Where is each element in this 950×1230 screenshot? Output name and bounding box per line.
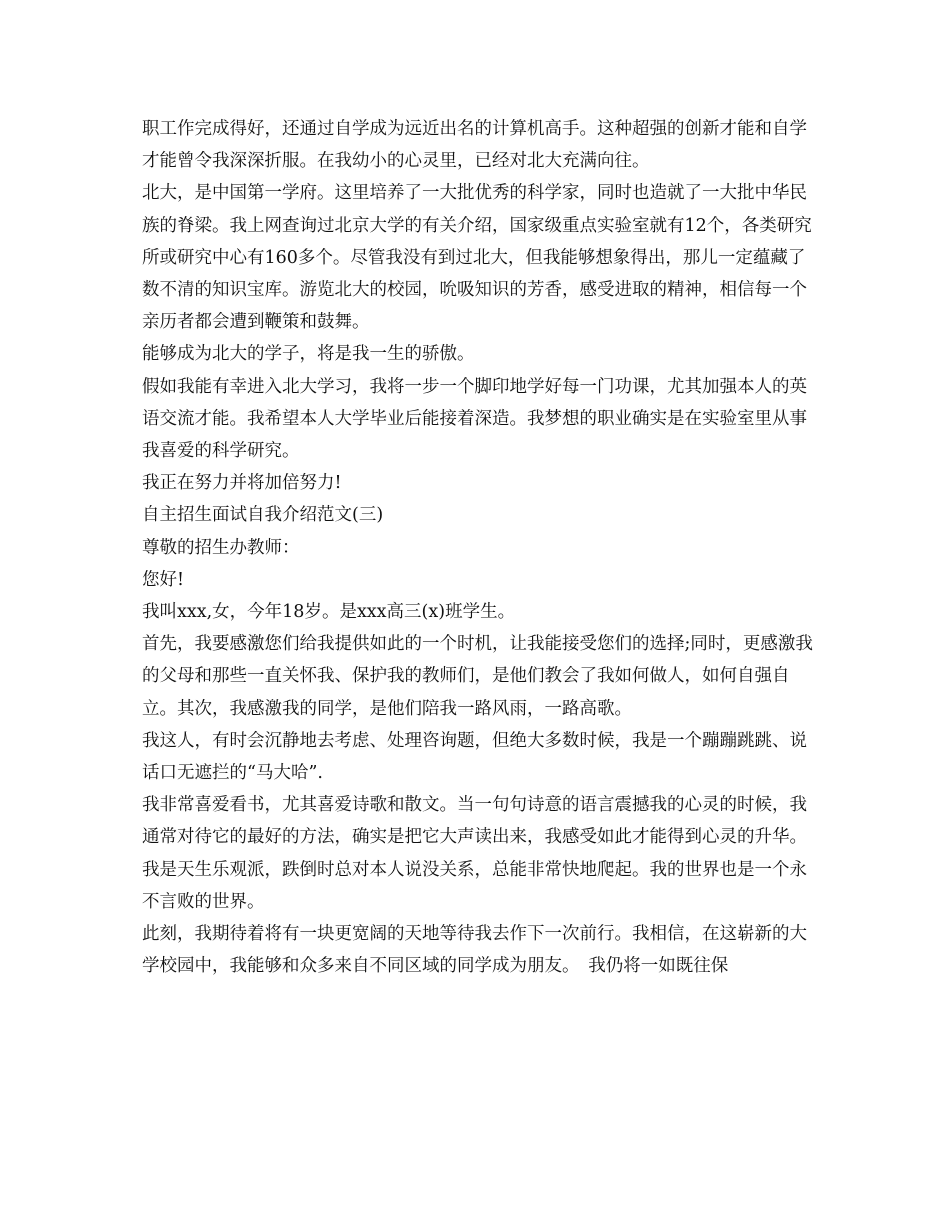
paragraph-effort: 我正在努力并将加倍努力! — [142, 473, 342, 494]
paragraph-pride: 能够成为北大的学子，将是我一生的骄傲。 — [142, 344, 475, 365]
paragraph-optimism: 我是天生乐观派，跌倒时总对本人说没关系，总能非常快地爬起。我的世界也是一个永不言败的世界。 — [142, 859, 807, 912]
paragraph-continuation: 职工作完成得好，还通过自学成为远近出名的计算机高手。这种超强的创新才能和自学才能曾令我深深折服。在我幼小的心灵里，已经对北大充满向往。 — [142, 119, 807, 172]
paragraph-gratitude: 首先，我要感激您们给我提供如此的一个时机，让我能接受您们的选择;同时，更感激我的父母和那些一直关怀我、保护我的教师们，是他们教会了我如何做人，如何自强自立。其次，我感激我的同学，是他们陪我一路风雨，一路高歌。 — [142, 634, 813, 719]
paragraph-reading: 我非常喜爱看书，尤其喜爱诗歌和散文。当一句句诗意的语言震撼我的心灵的时候，我通常对待它的最好的方法，确实是把它大声读出来，我感受如此才能得到心灵的升华。 — [142, 795, 807, 848]
document-body — [142, 113, 822, 982]
paragraph-self-intro: 我叫xxx,女，今年18岁。是xxx高三(x)班学生。 — [142, 602, 516, 623]
section-heading: 自主招生面试自我介绍范文(三) — [142, 505, 384, 526]
salutation: 尊敬的招生办教师： — [142, 537, 300, 558]
greeting: 您好! — [142, 569, 185, 590]
paragraph-peking-university: 北大，是中国第一学府。这里培养了一大批优秀的科学家，同时也造就了一大批中华民族的脊梁。我上网查询过北京大学的有关介绍，国家级重点实验室就有12个，各类研究所或研究中心有160多个。尽管我没有到过北大，但我能够想象得出，那儿一定蕴藏了数不清的知识宝库。游览北大的校园，吮吸知识的芳香，感受进取的精神，相信每一个亲历者都会遭到鞭策和鼓舞。 — [142, 183, 812, 333]
paragraph-personality: 我这人，有时会沉静地去考虑、处理咨询题，但绝大多数时候，我是一个蹦蹦跳跳、说话口无遮拦的“马大哈”. — [142, 730, 807, 784]
paragraph-study-plan: 假如我能有幸进入北大学习，我将一步一个脚印地学好每一门功课，尤其加强本人的英语交流才能。我希望本人大学毕业后能接着深造。我梦想的职业确实是在实验室里从事我喜爱的科学研究。 — [142, 376, 807, 462]
paragraph-expectation: 此刻，我期待着将有一块更宽阔的天地等待我去作下一次前行。我相信，在这崭新的大学校园中，我能够和众多来自不同区域的同学成为朋友。 我仍将一如既往保 — [142, 924, 807, 977]
